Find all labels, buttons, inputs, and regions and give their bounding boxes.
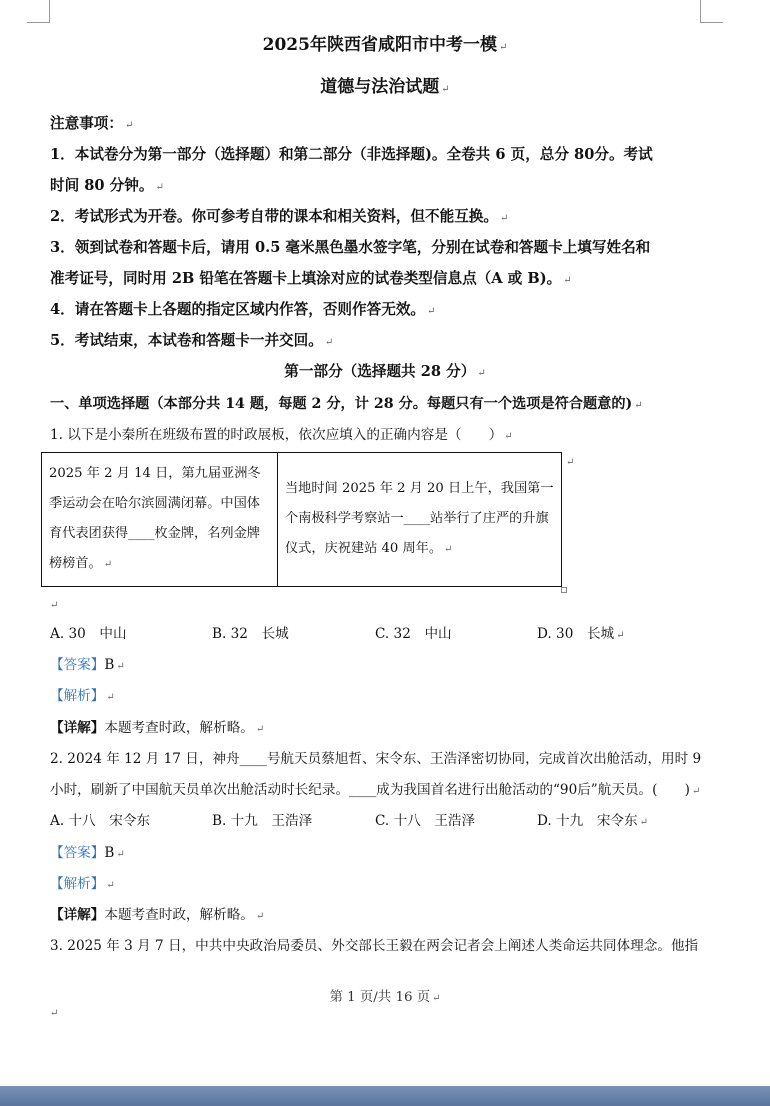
section-heading: 一、单项选择题（本部分共 14 题，每题 2 分，计 28 分。每题只有一个选项是符合题意的) ↵	[50, 396, 643, 412]
table-resize-handle[interactable]	[561, 587, 567, 593]
q1-option-c: C. 32 中山	[375, 626, 452, 642]
empty-paragraph: ↵	[50, 600, 59, 611]
notice-heading: 注意事项： ↵	[50, 115, 134, 132]
window-bottom-bar	[0, 1086, 770, 1106]
q2-analysis: 【解析】 ↵	[50, 876, 115, 892]
notice-item-3-cont: 准考证号，同时用 2B 铅笔在答题卡上填涂对应的试卷类型信息点（A 或 B)。 ↵	[50, 270, 572, 287]
q1-stem: 1. 以下是小秦所在班级布置的时政展板，依次应填入的正确内容是（ ） ↵	[50, 427, 513, 443]
page-footer: 第 1 页/共 16 页 ↵	[329, 990, 441, 1005]
q2-option-a: A. 十八 宋令东	[50, 813, 151, 829]
news-board-table	[41, 452, 562, 587]
notice-item-1-cont: 时间 80 分钟。 ↵	[50, 177, 164, 194]
notice-item-2: 2．考试形式为开卷。你可参考自带的课本和相关资料，但不能互换。 ↵	[50, 208, 509, 225]
exam-subtitle: 道德与法治试题 ↵	[320, 77, 450, 97]
q2-stem-cont: 小时，刷新了中国航天员单次出舱活动时长纪录。____成为我国首名进行出舱活动的“90后”航天员。( ) ↵	[50, 782, 701, 798]
q1-option-a: A. 30 中山	[50, 626, 127, 642]
q2-option-c: C. 十八 王浩泽	[375, 813, 476, 829]
q2-option-b: B. 十九 王浩泽	[212, 813, 313, 829]
table-row-end-mark: ↵	[566, 457, 575, 468]
notice-item-4: 4．请在答题卡上各题的指定区域内作答，否则作答无效。 ↵	[50, 301, 436, 318]
q1-option-d: D. 30 长城 ↵	[537, 626, 625, 642]
page-corner-mark-right	[700, 0, 723, 23]
q2-stem: 2. 2024 年 12 月 17 日，神舟____号航天员蔡旭哲、宋令东、王浩泽密切协同，完成首次出舱活动，用时 9	[50, 751, 702, 767]
notice-item-1: 1．本试卷分为第一部分（选择题）和第二部分（非选择题)。全卷共 6 页，总分 80分。考试	[50, 146, 653, 163]
news-cell-left: 2025 年 2 月 14 日，第九届亚洲冬季运动会在哈尔滨圆满闭幕。中国体育代表团获得____枚金牌，名列金牌榜榜首。 ↵	[42, 453, 278, 587]
q2-detail: 【详解】本题考查时政，解析略。 ↵	[50, 907, 265, 923]
q2-option-d: D. 十九 宋令东 ↵	[537, 813, 649, 829]
q3-stem: 3. 2025 年 3 月 7 日，中共中央政治局委员、外交部长王毅在两会记者会上阐述人类命运共同体理念。他指	[50, 938, 699, 954]
q1-option-b: B. 32 长城	[212, 626, 289, 642]
q1-answer: 【答案】B ↵	[50, 657, 125, 673]
news-cell-right: 当地时间 2025 年 2 月 20 日上午，我国第一个南极科学考察站一____站举行了庄严的升旗仪式，庆祝建站 40 周年。 ↵	[278, 453, 562, 587]
empty-paragraph-footer: ↵	[50, 1008, 59, 1019]
q1-detail: 【详解】本题考查时政，解析略。 ↵	[50, 720, 265, 736]
part1-title: 第一部分（选择题共 28 分） ↵	[284, 363, 486, 380]
notice-item-3: 3．领到试卷和答题卡后，请用 0.5 毫米黑色墨水签字笔，分别在试卷和答题卡上填写姓名和	[50, 239, 651, 256]
exam-title: 2025年陕西省咸阳市中考一模 ↵	[262, 35, 508, 55]
q2-answer: 【答案】B ↵	[50, 845, 125, 861]
page-corner-mark-left	[27, 0, 50, 23]
q1-analysis: 【解析】 ↵	[50, 688, 115, 704]
notice-item-5: 5．考试结束，本试卷和答题卡一并交回。 ↵	[50, 332, 334, 349]
